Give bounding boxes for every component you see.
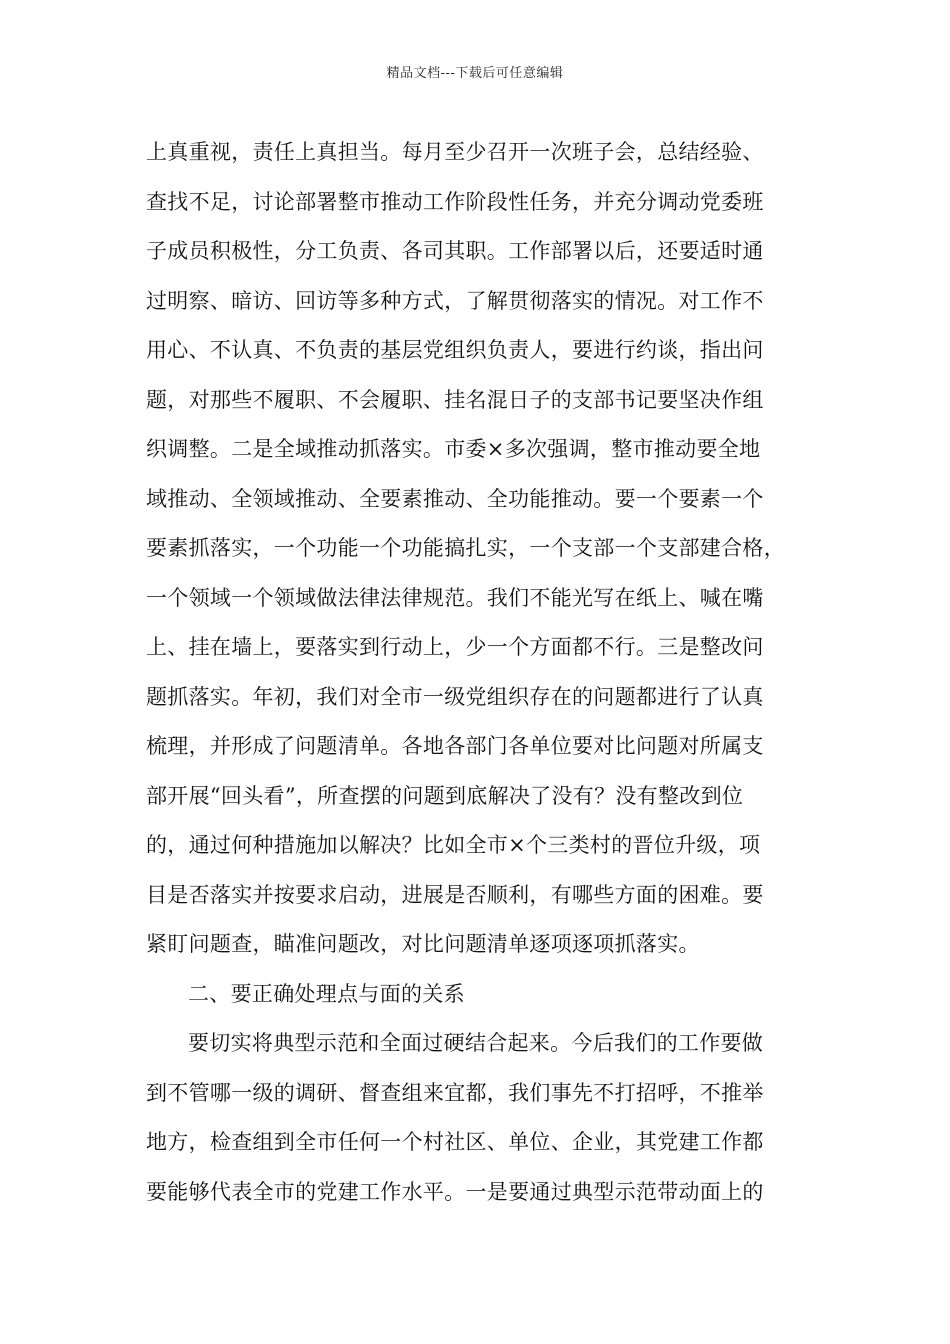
text-line: 用心、不认真、不负责的基层党组织负责人，要进行约谈，指出问 bbox=[146, 338, 764, 362]
text-line: 过明察、暗访、回访等多种方式，了解贯彻落实的情况。对工作不 bbox=[146, 288, 764, 313]
text-line: 织调整。二是全域推动抓落实。市委×多次强调，整市推动要全地 bbox=[146, 437, 761, 461]
text-line: 题抓落实。年初，我们对全市一级党组织存在的问题都进行了认真 bbox=[146, 684, 764, 709]
text-line: 题，对那些不履职、不会履职、挂名混日子的支部书记要坚决作组 bbox=[146, 387, 764, 412]
text-line: 的，通过何种措施加以解决？比如全市×个三类村的晋位升级，项 bbox=[146, 833, 761, 857]
page-header: 精品文档---下载后可任意编辑 bbox=[386, 66, 564, 81]
text-line: 紧盯问题查，瞄准问题改，对比问题清单逐项逐项抓落实。 bbox=[146, 932, 700, 956]
text-line: 地方，检查组到全市任何一个村社区、单位、企业，其党建工作都 bbox=[146, 1130, 764, 1154]
text-line: 上真重视，责任上真担当。每月至少召开一次班子会，总结经验、 bbox=[146, 140, 764, 164]
text-line: 一个领域一个领域做法律法律规范。我们不能光写在纸上、喊在嘴 bbox=[146, 585, 764, 610]
text-line: 要能够代表全市的党建工作水平。一是要通过典型示范带动面上的 bbox=[146, 1179, 764, 1204]
document-body bbox=[146, 128, 808, 1217]
text-line: 二、要正确处理点与面的关系 bbox=[188, 981, 465, 1006]
text-line: 要素抓落实，一个功能一个功能搞扎实，一个支部一个支部建合格， bbox=[146, 536, 785, 560]
text-line: 部开展“回头看”，所查摆的问题到底解决了没有？没有整改到位 bbox=[146, 783, 744, 808]
text-line: 域推动、全领域推动、全要素推动、全功能推动。要一个要素一个 bbox=[146, 486, 764, 511]
text-line: 目是否落实并按要求启动，进展是否顺利，有哪些方面的困难。要 bbox=[146, 882, 764, 907]
text-line: 上、挂在墙上，要落实到行动上，少一个方面都不行。三是整改问 bbox=[146, 635, 764, 659]
text-line: 梳理，并形成了问题清单。各地各部门各单位要对比问题对所属支 bbox=[146, 734, 764, 758]
text-line: 子成员积极性，分工负责、各司其职。工作部署以后，还要适时通 bbox=[146, 239, 764, 263]
text-line: 要切实将典型示范和全面过硬结合起来。今后我们的工作要做 bbox=[188, 1031, 764, 1055]
text-line: 查找不足，讨论部署整市推动工作阶段性任务，并充分调动党委班 bbox=[146, 189, 764, 214]
text-line: 到不管哪一级的调研、督查组来宜都，我们事先不打招呼，不推举 bbox=[146, 1080, 764, 1105]
